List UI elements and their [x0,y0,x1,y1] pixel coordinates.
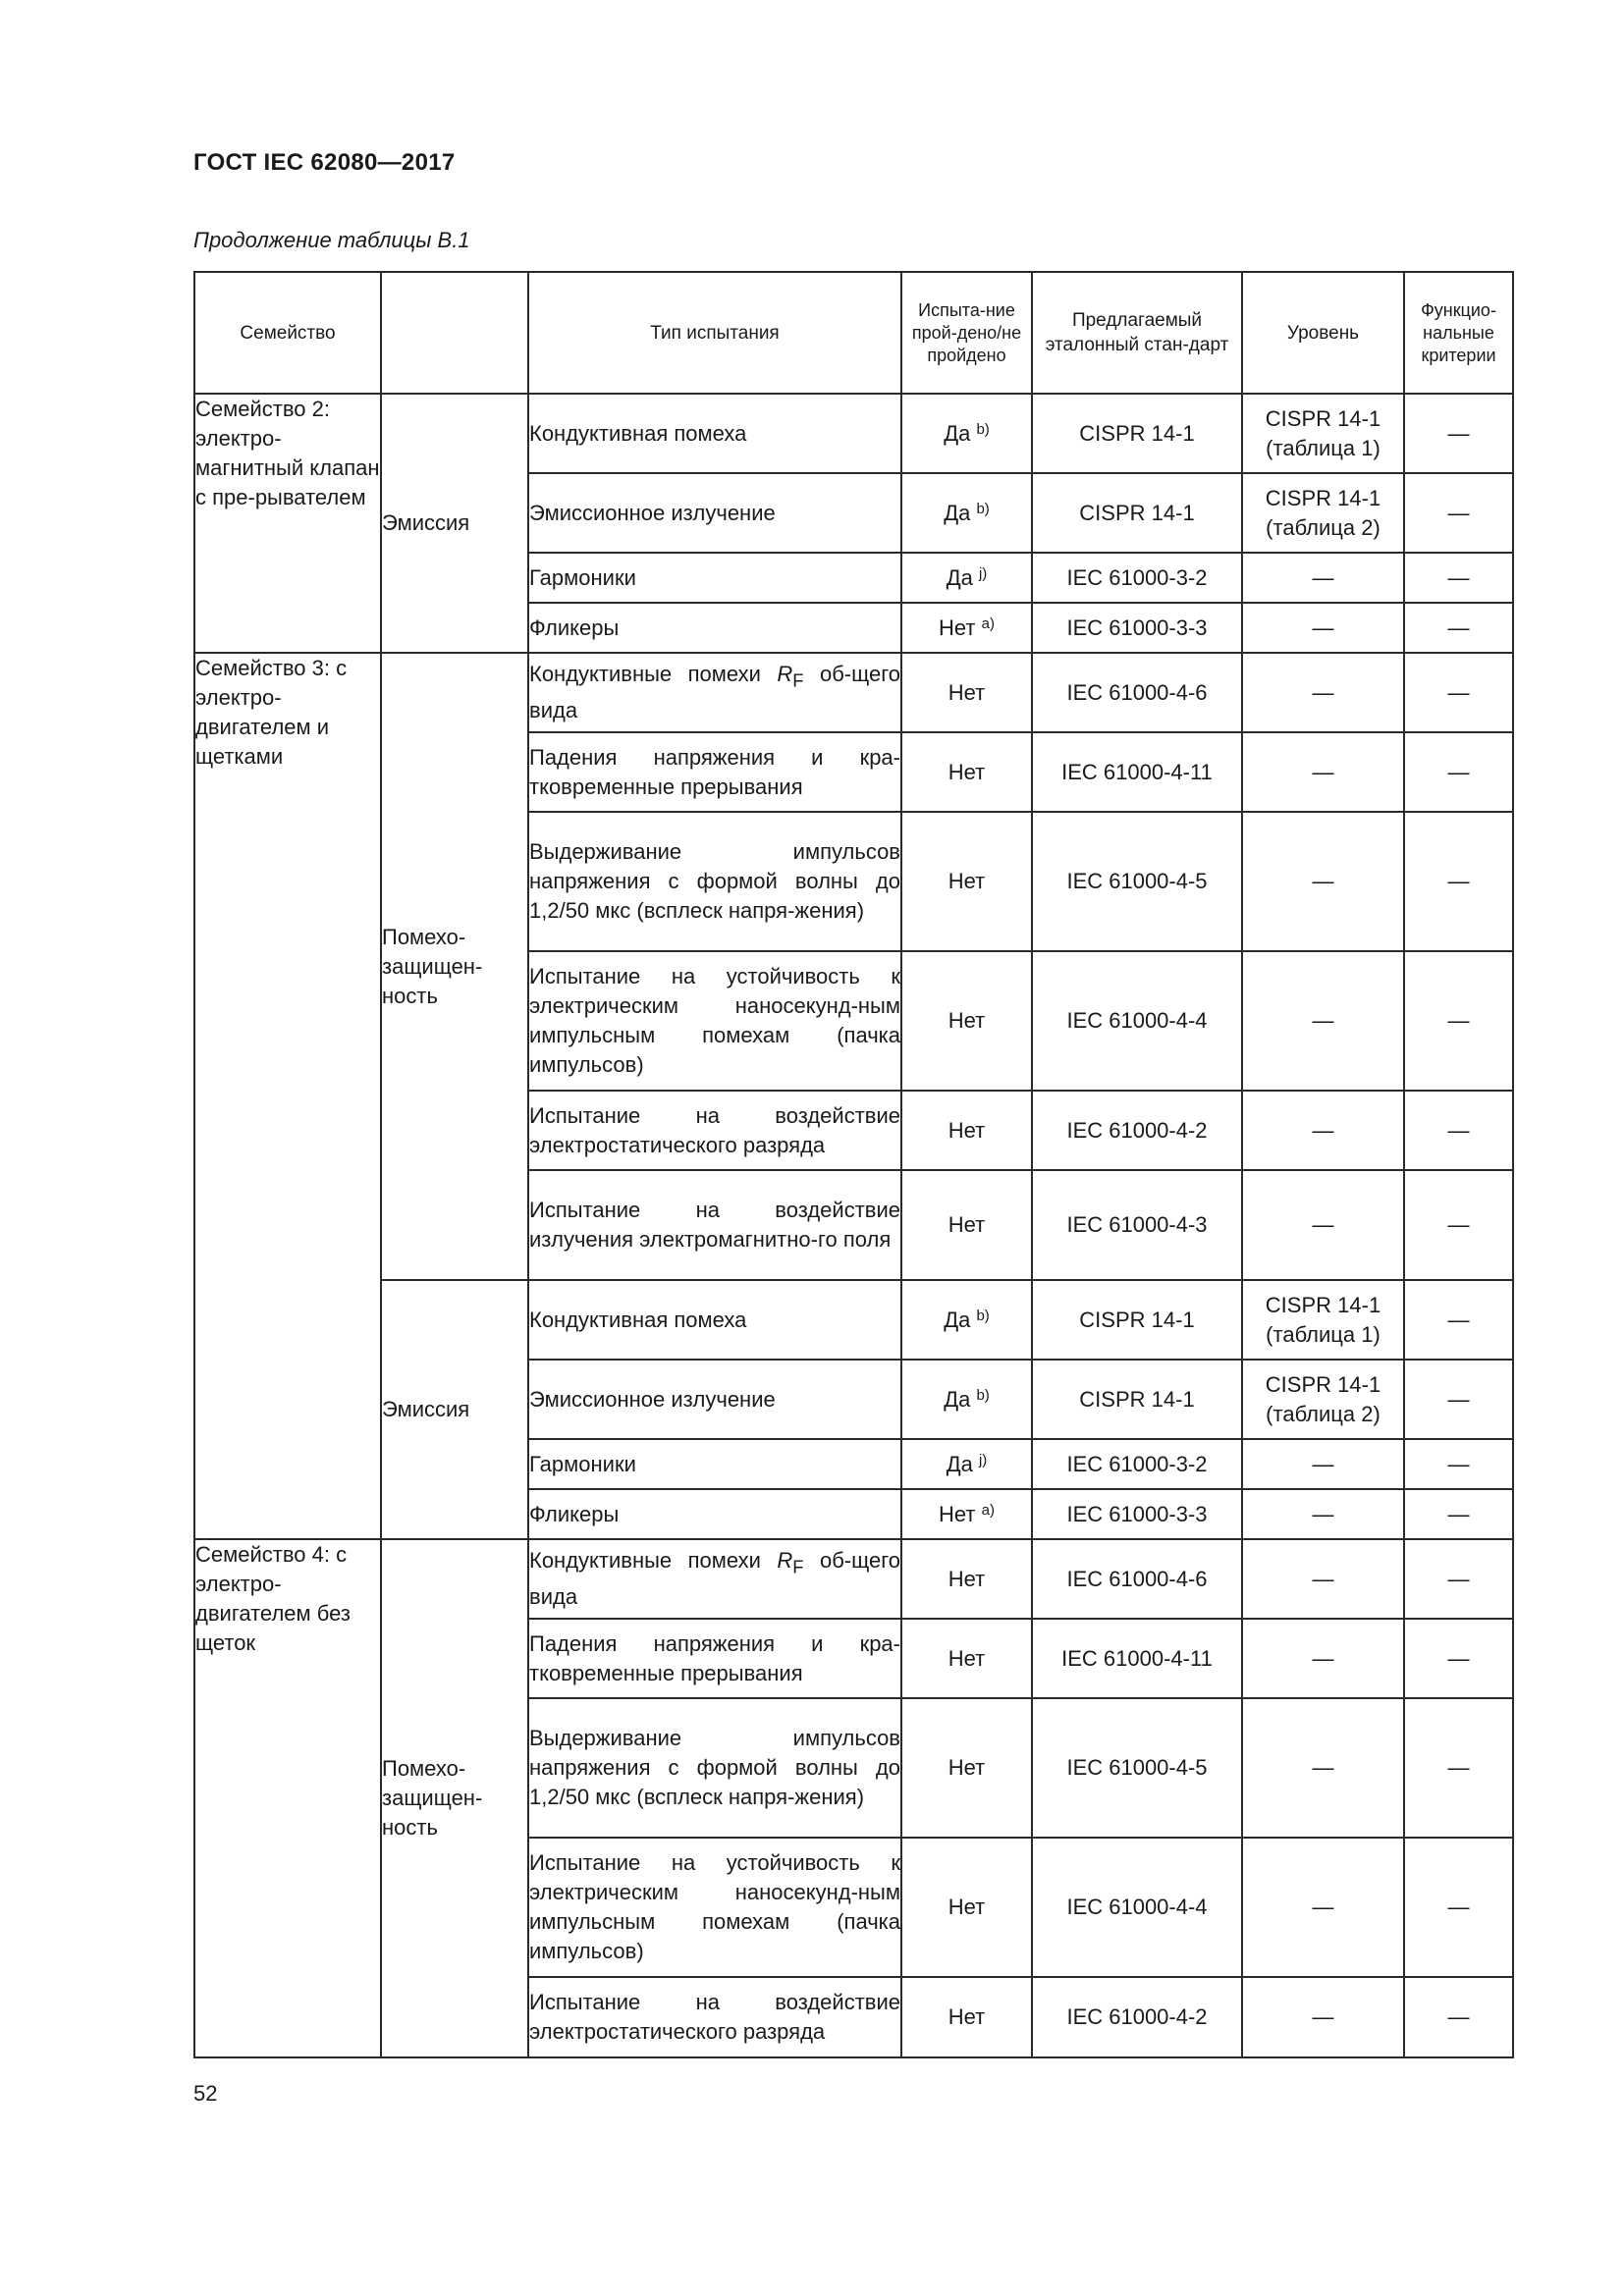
level-cell: CISPR 14-1 (таблица 2) [1242,473,1404,553]
header-passed: Испыта-ние прой-дено/не пройдено [901,272,1032,394]
pass-cell: Да $^{j)}$ [901,1439,1032,1489]
criteria-cell: — [1404,553,1513,603]
pass-cell: Нет [901,1170,1032,1280]
level-cell: — [1242,653,1404,732]
header-standard: Предлагаемый эталонный стан-дарт [1032,272,1242,394]
pass-cell: Нет [901,1539,1032,1619]
test-cell: Эмиссионное излучение [528,473,901,553]
pass-cell: Да $^{b)}$ [901,473,1032,553]
group-cell: Помехо-защищен-ность [381,1539,528,2057]
pass-cell: Да $^{b)}$ [901,1280,1032,1360]
pass-cell: Да $^{b)}$ [901,394,1032,473]
criteria-cell: — [1404,1439,1513,1489]
criteria-cell: — [1404,653,1513,732]
level-cell: — [1242,1838,1404,1977]
level-cell: — [1242,1539,1404,1619]
pass-cell: Да $^{b)}$ [901,1360,1032,1439]
family-cell: Семейство 3: с электро-двигателем и щетками [194,653,381,1539]
pass-cell: Нет [901,951,1032,1091]
test-cell: Гармоники [528,1439,901,1489]
pass-cell: Нет [901,732,1032,812]
group-cell: Помехо-защищен-ность [381,653,528,1280]
test-cell: Кондуктивная помеха [528,1280,901,1360]
header-level: Уровень [1242,272,1404,394]
standard-cell: IEC 61000-4-3 [1032,1170,1242,1280]
pass-cell: Нет [901,653,1032,732]
criteria-cell: — [1404,473,1513,553]
header-group [381,272,528,394]
test-cell: Выдерживание импульсов напряжения с формой волны до 1,2/50 мкс (всплеск напря-жения) [528,1698,901,1838]
test-cell: Падения напряжения и кра-тковременные прерывания [528,1619,901,1698]
family-cell: Семейство 2: электро-магнитный клапан с пре-рывателем [194,394,381,653]
family-cell: Семейство 4: с электро-двигателем без щеток [194,1539,381,2057]
test-cell: Гармоники [528,553,901,603]
level-cell: — [1242,1977,1404,2057]
standard-cell: IEC 61000-4-4 [1032,1838,1242,1977]
standard-cell: IEC 61000-4-2 [1032,1091,1242,1170]
header-family: Семейство [194,272,381,394]
standard-cell: IEC 61000-3-2 [1032,1439,1242,1489]
level-cell: — [1242,1091,1404,1170]
standard-cell: IEC 61000-4-5 [1032,1698,1242,1838]
table-row [194,394,1513,473]
level-cell: CISPR 14-1 (таблица 2) [1242,1360,1404,1439]
criteria-cell: — [1404,1698,1513,1838]
standard-cell: IEC 61000-4-5 [1032,812,1242,951]
header-criteria: Функцио-нальные критерии [1404,272,1513,394]
test-cell: Испытание на воздействие электростатического разряда [528,1977,901,2057]
standard-cell: IEC 61000-3-3 [1032,1489,1242,1539]
test-cell: Падения напряжения и кра-тковременные прерывания [528,732,901,812]
pass-cell: Нет [901,1977,1032,2057]
level-cell: — [1242,1698,1404,1838]
level-cell: — [1242,951,1404,1091]
test-cell: Испытание на воздействие излучения электромагнитно-го поля [528,1170,901,1280]
test-cell: Испытание на устойчивость к электрическим наносекунд-ным импульсным помехам (пачка импульсов) [528,1838,901,1977]
test-cell: Кондуктивные помехи $R_F$ об-щего вида [528,653,901,732]
criteria-cell: — [1404,1360,1513,1439]
criteria-cell: — [1404,1539,1513,1619]
tests-table [193,271,1514,2058]
group-cell: Эмиссия [381,1280,528,1539]
standard-cell: IEC 61000-4-4 [1032,951,1242,1091]
test-cell: Кондуктивные помехи $R_F$ об-щего вида [528,1539,901,1619]
standard-cell: IEC 61000-4-2 [1032,1977,1242,2057]
level-cell: — [1242,1439,1404,1489]
standard-cell: IEC 61000-4-11 [1032,732,1242,812]
document-title: ГОСТ IEC 62080—2017 [193,149,456,176]
standard-cell: CISPR 14-1 [1032,473,1242,553]
table-caption: Продолжение таблицы В.1 [193,228,470,252]
standard-cell: IEC 61000-4-6 [1032,1539,1242,1619]
standard-cell: IEC 61000-3-2 [1032,553,1242,603]
header-test-type: Тип испытания [528,272,901,394]
standard-cell: CISPR 14-1 [1032,1280,1242,1360]
test-cell: Фликеры [528,1489,901,1539]
table-row [194,1280,1513,1360]
standard-cell: IEC 61000-3-3 [1032,603,1242,653]
pass-cell: Нет [901,1091,1032,1170]
group-cell: Эмиссия [381,394,528,653]
criteria-cell: — [1404,1280,1513,1360]
page-number: 52 [193,2081,218,2106]
table-header-row [194,272,1513,394]
standard-cell: IEC 61000-4-11 [1032,1619,1242,1698]
criteria-cell: — [1404,1977,1513,2057]
level-cell: — [1242,1619,1404,1698]
test-cell: Испытание на устойчивость к электрическим наносекунд-ным импульсным помехам (пачка импульсов) [528,951,901,1091]
criteria-cell: — [1404,603,1513,653]
criteria-cell: — [1404,732,1513,812]
level-cell: — [1242,553,1404,603]
criteria-cell: — [1404,1838,1513,1977]
pass-cell: Да $^{j)}$ [901,553,1032,603]
table-row [194,1539,1513,1619]
pass-cell: Нет [901,812,1032,951]
criteria-cell: — [1404,951,1513,1091]
criteria-cell: — [1404,394,1513,473]
criteria-cell: — [1404,1489,1513,1539]
standard-cell: CISPR 14-1 [1032,394,1242,473]
test-cell: Эмиссионное излучение [528,1360,901,1439]
criteria-cell: — [1404,812,1513,951]
standard-cell: CISPR 14-1 [1032,1360,1242,1439]
level-cell: — [1242,1489,1404,1539]
level-cell: — [1242,732,1404,812]
standard-cell: IEC 61000-4-6 [1032,653,1242,732]
level-cell: — [1242,1170,1404,1280]
pass-cell: Нет $^{a)}$ [901,603,1032,653]
test-cell: Фликеры [528,603,901,653]
test-cell: Испытание на воздействие электростатического разряда [528,1091,901,1170]
level-cell: CISPR 14-1 (таблица 1) [1242,1280,1404,1360]
test-cell: Выдерживание импульсов напряжения с формой волны до 1,2/50 мкс (всплеск напря-жения) [528,812,901,951]
pass-cell: Нет [901,1698,1032,1838]
pass-cell: Нет [901,1619,1032,1698]
level-cell: CISPR 14-1 (таблица 1) [1242,394,1404,473]
test-cell: Кондуктивная помеха [528,394,901,473]
criteria-cell: — [1404,1619,1513,1698]
level-cell: — [1242,603,1404,653]
criteria-cell: — [1404,1091,1513,1170]
level-cell: — [1242,812,1404,951]
table-row [194,653,1513,732]
criteria-cell: — [1404,1170,1513,1280]
pass-cell: Нет $^{a)}$ [901,1489,1032,1539]
pass-cell: Нет [901,1838,1032,1977]
